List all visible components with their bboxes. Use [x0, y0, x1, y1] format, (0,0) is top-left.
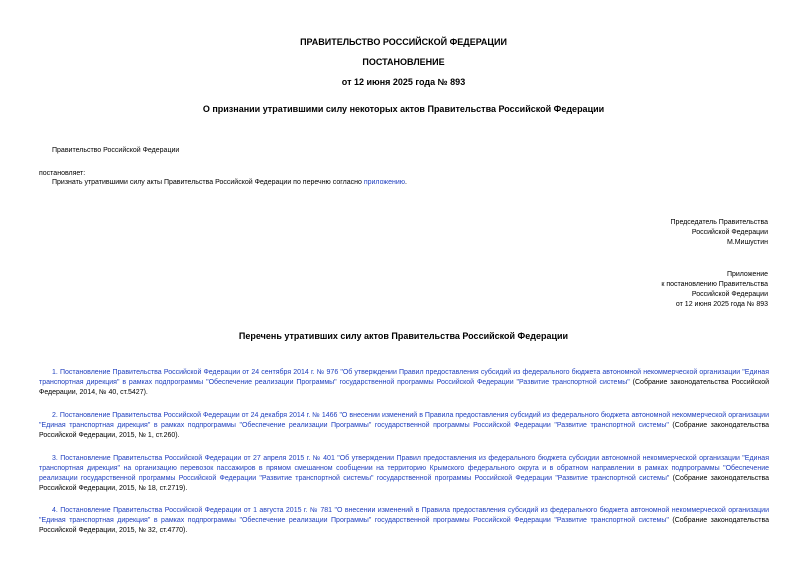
decision-point-text: Признать утратившими силу акты Правительства Российской Федерации по перечню согласно	[52, 179, 364, 186]
issuing-body: Правительство Российской Федерации	[52, 147, 180, 154]
decision-point	[52, 178, 407, 187]
act-source-2: (Собрание законодательства Российской Федерации, 2015, № 1, ст.260).	[39, 422, 769, 439]
act-link-4[interactable]: 4. Постановление Правительства Российской Федерации от 1 августа 2015 г. № 781 "О внесении изменений в Правила предоставления субсидий из федерального бюджета автономной некоммерческой организации "Единая транспортная дирекция" в рамках подпрограммы "Обеспечение реализации Программы" государственной программы Российской Федерации "Развитие транспортной системы"	[39, 507, 769, 524]
list-item	[39, 506, 769, 536]
appendix-ref-1: к постановлению Правительства	[661, 281, 768, 288]
act-link-2[interactable]: 2. Постановление Правительства Российской Федерации от 24 декабря 2014 г. № 1466 "О внесении изменений в Правила предоставления субсидий из федерального бюджета автономной некоммерческой организации "Единая транспортная дирекция" в рамках подпрограммы "Обеспечение реализации Программы" государственной программы Российской Федерации "Развитие транспортной системы"	[39, 412, 769, 429]
decrees-word: постановляет:	[39, 170, 86, 177]
signature-position-1: Председатель Правительства	[670, 219, 768, 226]
act-source-1: (Собрание законодательства Российской Федерации, 2014, № 40, ст.5427).	[39, 379, 770, 396]
appendix-link[interactable]: приложению	[363, 179, 405, 186]
decision-point-end: .	[405, 179, 407, 186]
appendix-title: Перечень утративших силу актов Правительства Российской Федерации	[238, 331, 569, 341]
document-type: ПОСТАНОВЛЕНИЕ	[362, 57, 445, 67]
government-name: ПРАВИТЕЛЬСТВО РОССИЙСКОЙ ФЕДЕРАЦИИ	[300, 37, 507, 47]
appendix-ref-3: от 12 июня 2025 года № 893	[675, 301, 768, 308]
act-link-1[interactable]: 1. Постановление Правительства Российской Федерации от 24 сентября 2014 г. № 976 "Об утверждении Правил предоставления субсидий из федерального бюджета автономной некоммерческой организации "Единая транспортная дирекция" в рамках подпрограммы "Обеспечение реализации Программы" государственной программы Российской Федерации "Развитие транспортной системы"	[39, 369, 769, 386]
appendix-ref-2: Российской Федерации	[691, 291, 768, 298]
appendix-label: Приложение	[726, 271, 768, 278]
list-item	[39, 368, 769, 398]
act-source-3: (Собрание законодательства Российской Федерации, 2015, № 18, ст.2719).	[39, 475, 769, 492]
signature-name: М.Мишустин	[726, 239, 768, 246]
signature-position-2: Российской Федерации	[691, 229, 768, 236]
document-date-number: от 12 июня 2025 года № 893	[341, 77, 466, 87]
act-source-4: (Собрание законодательства Российской Федерации, 2015, № 32, ст.4770).	[39, 517, 769, 534]
document-title: О признании утратившими силу некоторых актов Правительства Российской Федерации	[202, 104, 605, 114]
act-link-3[interactable]: 3. Постановление Правительства Российской Федерации от 27 апреля 2015 г. № 401 "Об утверждении Правил предоставления из федерального бюджета субсидии автономной некоммерческой организации "Единая транспортная дирекция" на организацию перевозок пассажиров в прямом смешанном сообщении на территорию Крымского федерального округа и в обратном направлении в рамках подпрограммы "Обеспечение реализации государственной программы Российской Федерации "Развитие транспортной системы" государственной программы Российской Федерации "Развитие транспортной системы"	[39, 455, 769, 482]
list-item	[39, 454, 769, 494]
list-item	[39, 411, 769, 441]
